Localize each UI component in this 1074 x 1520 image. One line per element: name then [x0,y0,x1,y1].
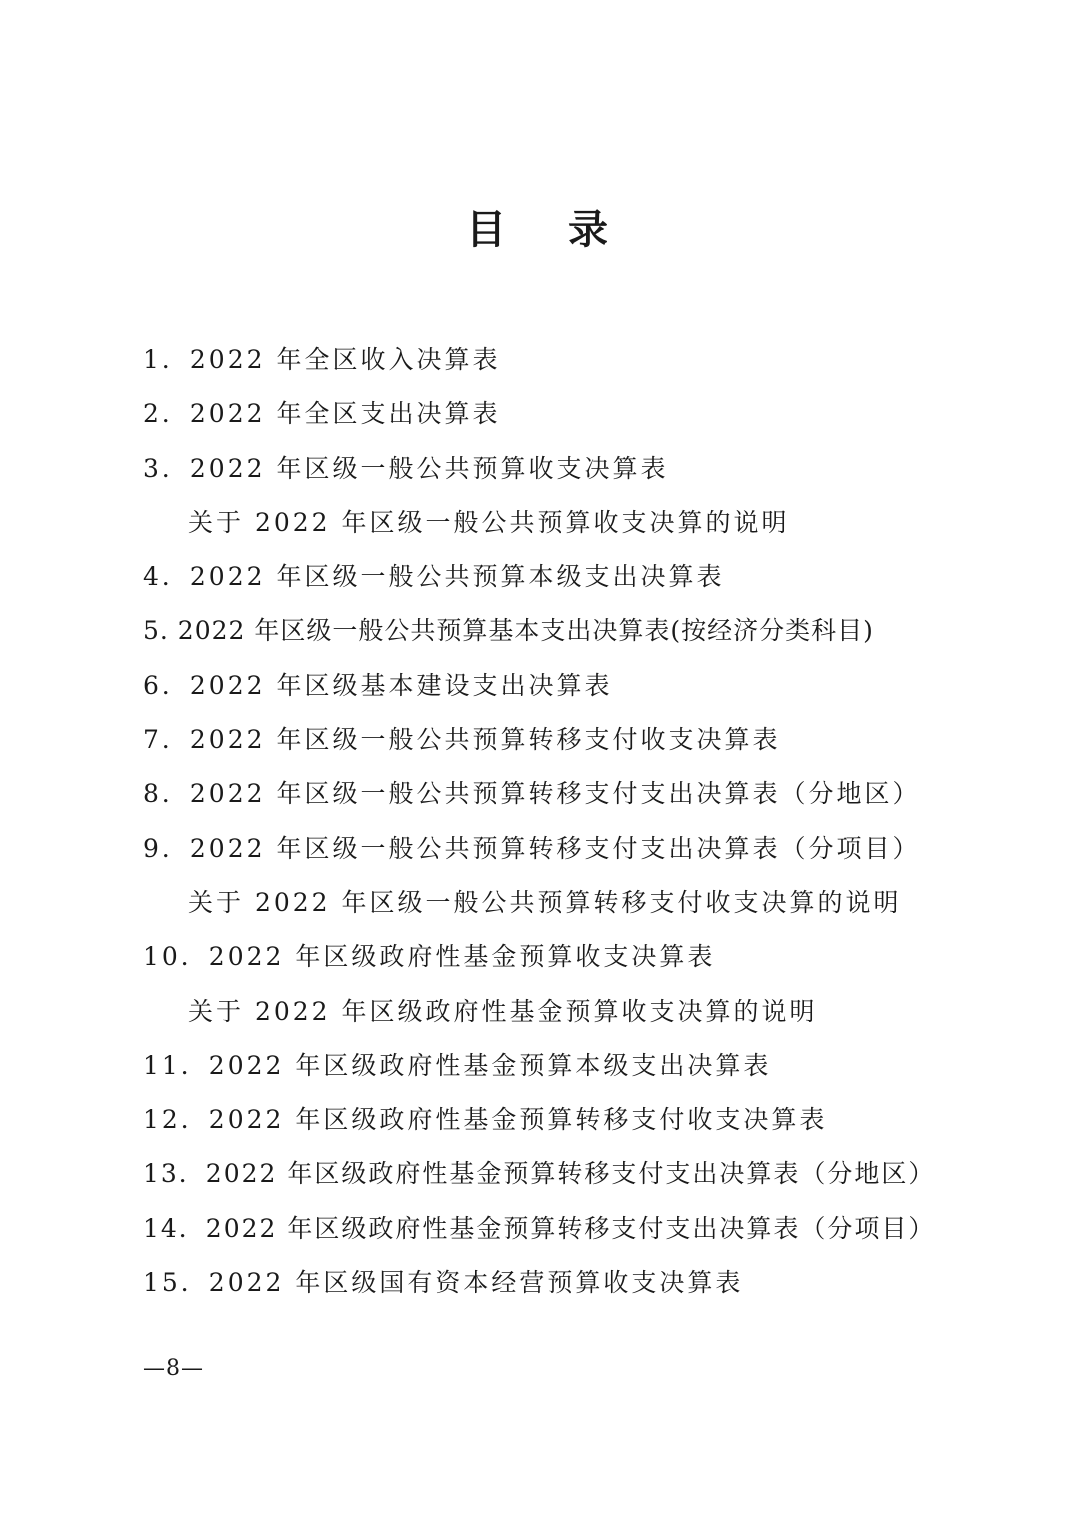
toc-item: 7．2022 年区级一般公共预算转移支付收支决算表 [143,725,781,755]
toc-item: 10．2022 年区级政府性基金预算收支决算表 [143,942,716,972]
table-of-contents [143,333,963,1310]
toc-item: 3．2022 年区级一般公共预算收支决算表 [143,453,669,483]
toc-item: 2．2022 年全区支出决算表 [143,399,501,429]
toc-item: 11．2022 年区级政府性基金预算本级支出决算表 [143,1050,772,1080]
toc-subitem: 关于 2022 年区级政府性基金预算收支决算的说明 [188,996,818,1026]
toc-item: 8．2022 年区级一般公共预算转移支付支出决算表（分地区） [143,779,921,809]
toc-item: 5. 2022 年区级一般公共预算基本支出决算表(按经济分类科目) [143,616,874,646]
page-number: —8— [143,1356,204,1381]
toc-subitem: 关于 2022 年区级一般公共预算转移支付收支决算的说明 [188,887,902,917]
toc-item: 15．2022 年区级国有资本经营预算收支决算表 [143,1268,744,1298]
toc-item: 4．2022 年区级一般公共预算本级支出决算表 [143,562,725,592]
page-title: 目录 [466,206,670,253]
toc-item: 13．2022 年区级政府性基金预算转移支付支出决算表（分地区） [143,1159,936,1189]
toc-item: 1．2022 年全区收入决算表 [143,345,501,374]
toc-item: 6．2022 年区级基本建设支出决算表 [143,670,613,700]
toc-subitem: 关于 2022 年区级一般公共预算收支决算的说明 [188,507,790,537]
toc-item: 12．2022 年区级政府性基金预算转移支付收支决算表 [143,1105,828,1135]
toc-item: 9．2022 年区级一般公共预算转移支付支出决算表（分项目） [143,833,921,863]
toc-item: 14．2022 年区级政府性基金预算转移支付支出决算表（分项目） [143,1213,936,1243]
